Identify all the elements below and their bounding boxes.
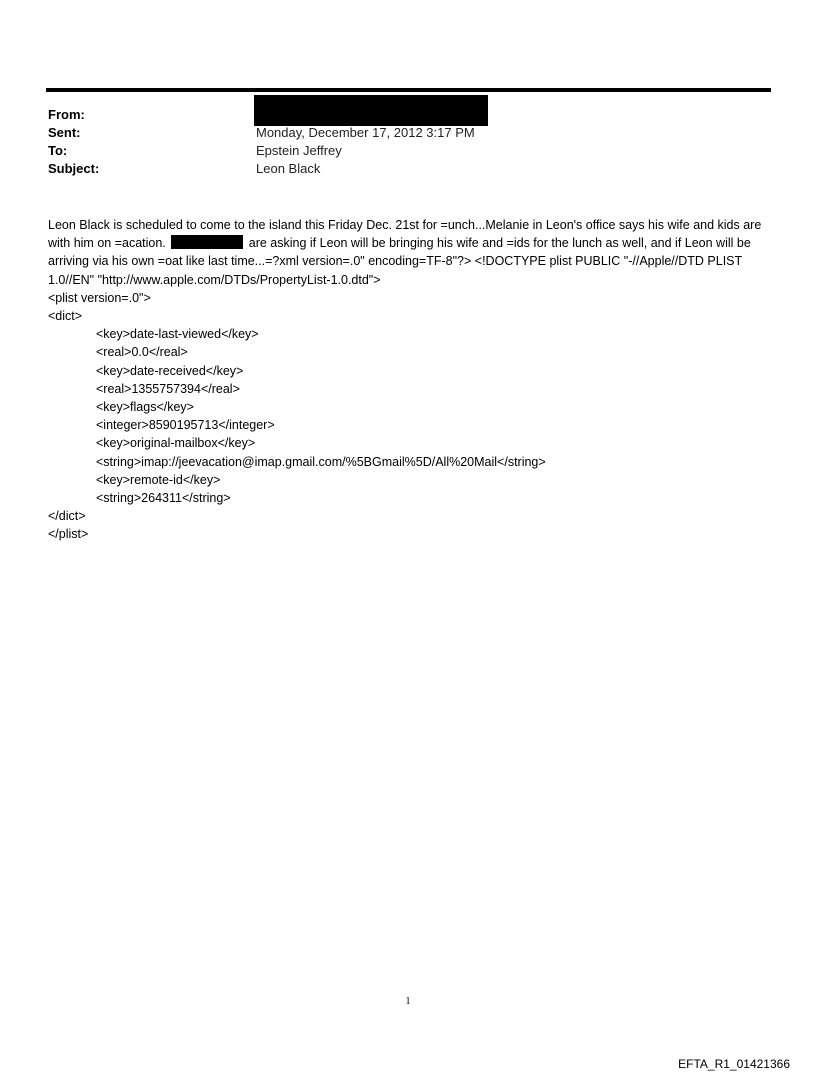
to-row — [48, 142, 768, 160]
subject-label: Subject: — [48, 161, 100, 176]
email-body — [48, 216, 770, 544]
code-line: <key>date-received</key> — [96, 363, 244, 378]
email-header — [48, 106, 768, 178]
subject-row — [48, 160, 768, 178]
sent-label: Sent: — [48, 125, 81, 140]
code-line: <real>0.0</real> — [96, 345, 188, 360]
page-number: 1 — [405, 996, 411, 1007]
from-row — [48, 106, 768, 124]
code-line: <integer>8590195713</integer> — [96, 418, 275, 433]
from-label: From: — [48, 107, 85, 122]
code-line: <string>imap://jeevacation@imap.gmail.com/%5BGmail%5D/All%20Mail</string> — [96, 454, 546, 469]
sent-row — [48, 124, 768, 142]
to-label: To: — [48, 143, 68, 158]
code-line: <key>flags</key> — [96, 400, 194, 415]
code-line: <key>date-last-viewed</key> — [96, 327, 259, 342]
redaction-block-inline — [171, 235, 243, 249]
code-line: <dict> — [48, 309, 83, 324]
to-value: Epstein Jeffrey — [256, 143, 342, 158]
code-line: <real>1355757394</real> — [96, 381, 240, 396]
code-line: </plist> — [48, 527, 89, 542]
code-line: <string>264311</string> — [96, 491, 231, 506]
code-line: <key>original-mailbox</key> — [96, 436, 256, 451]
document-id: EFTA_R1_01421366 — [678, 1057, 790, 1071]
code-line: <key>remote-id</key> — [96, 472, 221, 487]
body-text-part2: are asking if Leon will be bringing his wife and =ids for the lunch as well, and if Leon will be arriving via his own =oat like last time...=?xml version=.0" encoding=TF-8"?> <!DOCTYPE plist PUBLIC "-//Apple//DTD PLIST 1.0//EN" "http://www.apple.com/DTDs/PropertyList-1.0.dtd"> — [48, 236, 751, 287]
subject-value: Leon Black — [256, 161, 321, 176]
code-line: <plist version=.0"> — [48, 290, 151, 305]
code-line: </dict> — [48, 509, 86, 524]
body-text-part1: Leon Black is scheduled to come to the island this Friday Dec. 21st for =unch...Melanie in Leon's office says his wife and kids are with him on =acation. — [48, 218, 762, 251]
header-divider — [46, 88, 771, 92]
sent-value: Monday, December 17, 2012 3:17 PM — [256, 125, 475, 140]
body-paragraph — [48, 216, 770, 289]
plist-code-block — [48, 289, 770, 544]
